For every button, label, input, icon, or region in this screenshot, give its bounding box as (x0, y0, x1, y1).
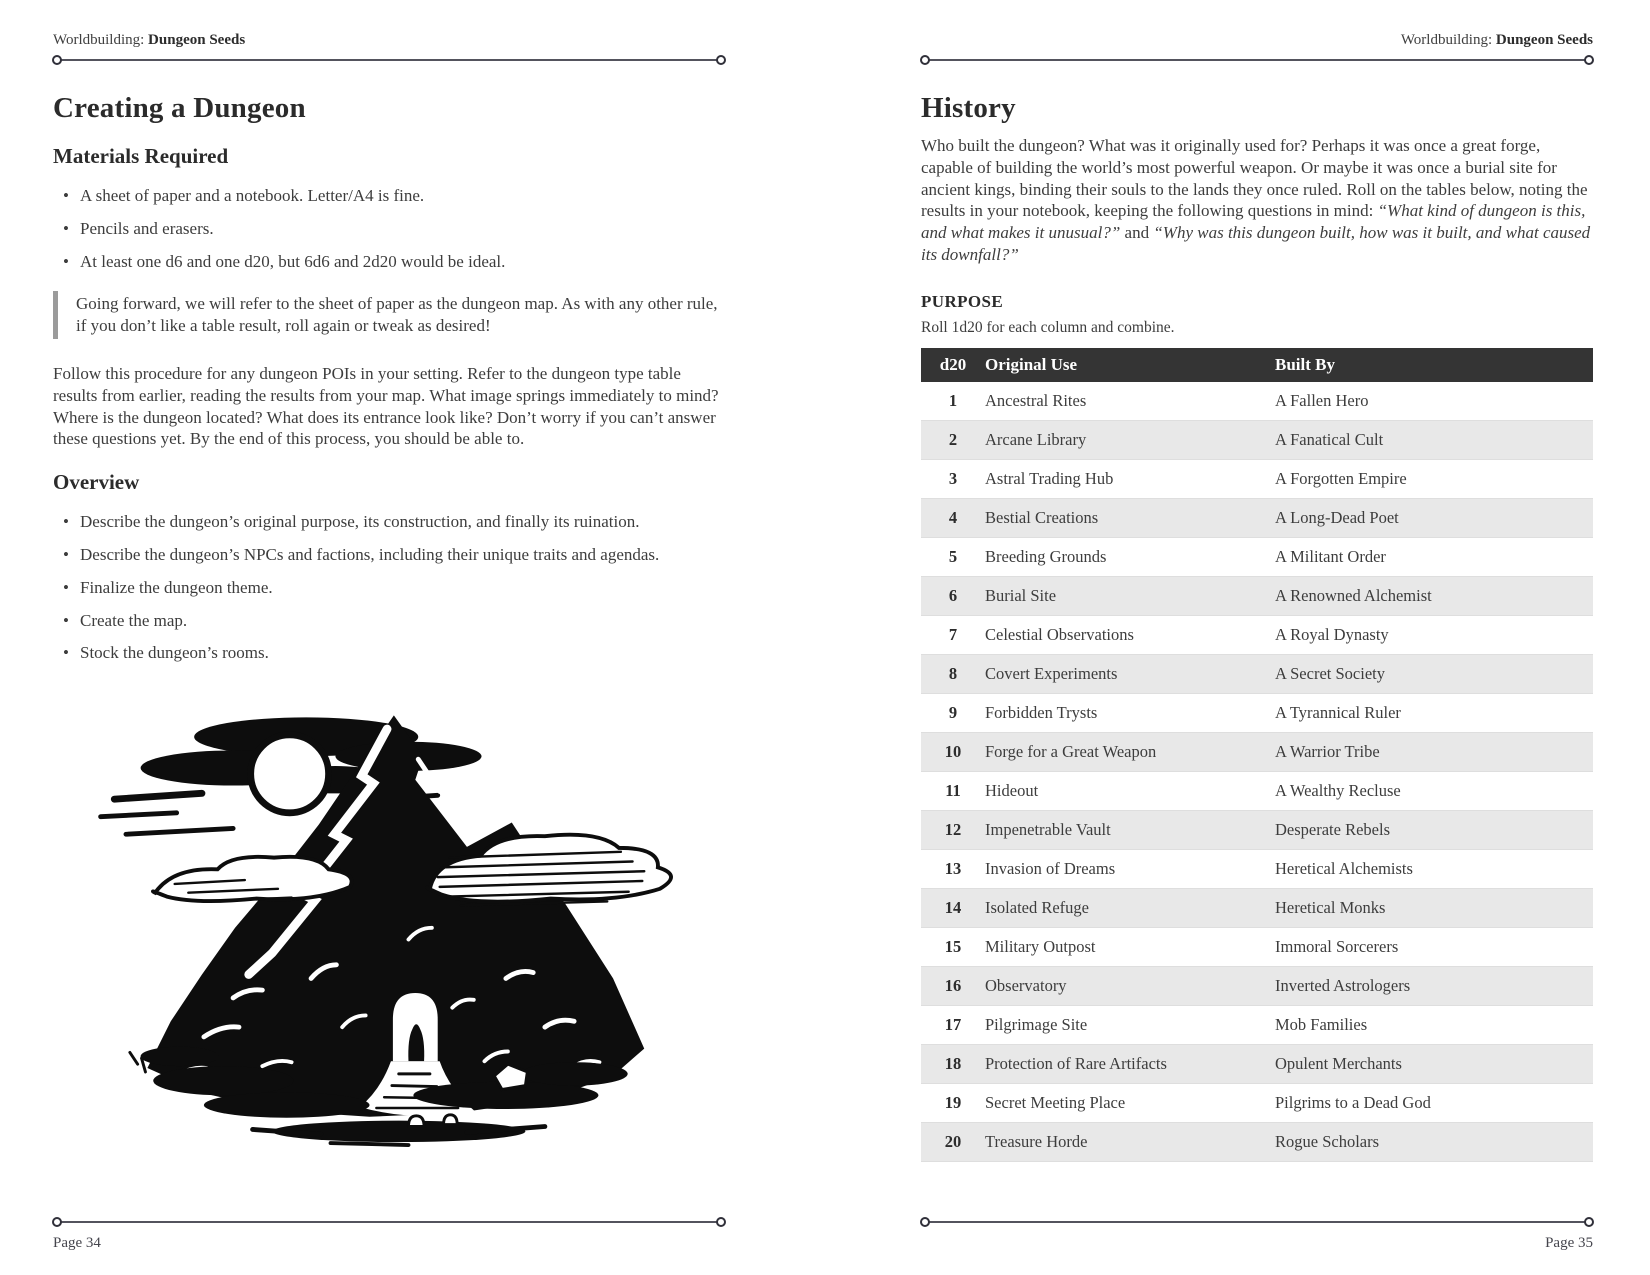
roll-cell: 5 (921, 537, 985, 576)
original-use-cell: Military Outpost (985, 927, 1275, 966)
list-item: • Stock the dungeon’s rooms. (53, 642, 725, 664)
page-footer-left (53, 1212, 725, 1252)
roll-cell: 2 (921, 420, 985, 459)
purpose-table-body (921, 382, 1593, 1162)
built-by-cell: A Royal Dynasty (1275, 615, 1593, 654)
rule-end-ring-icon (1584, 55, 1594, 65)
table-row (921, 498, 1593, 537)
history-conjunction: and (1120, 223, 1154, 243)
column-header-original-use: Original Use (985, 348, 1275, 382)
roll-cell: 4 (921, 498, 985, 537)
footer-rule (926, 1221, 1588, 1223)
roll-cell: 10 (921, 732, 985, 771)
footer-rule (58, 1221, 720, 1223)
original-use-cell: Forge for a Great Weapon (985, 732, 1275, 771)
page-number: Page 35 (1545, 1235, 1593, 1251)
page-left (53, 30, 725, 1275)
running-header-left (53, 30, 725, 50)
running-header-book-title: Dungeon Seeds (148, 32, 246, 48)
original-use-cell: Burial Site (985, 576, 1275, 615)
history-paragraph (921, 135, 1593, 266)
history-lead: Who built the dungeon? What was it originally used for? Perhaps it was once a great forge, capable of building the world’s most powerful weapon. Or maybe it was once a burial site for ancient kings, binding their souls to the lands they once ruled. Roll on the tables below, noting the results in your notebook, keeping the following questions in mind: (921, 136, 1588, 221)
original-use-cell: Protection of Rare Artifacts (985, 1044, 1275, 1083)
materials-list (53, 185, 725, 272)
list-item: • Describe the dungeon’s original purpose, its construction, and finally its ruination. (53, 511, 725, 533)
built-by-cell: Heretical Alchemists (1275, 849, 1593, 888)
purpose-heading: PURPOSE (921, 291, 1004, 311)
page-right (921, 30, 1593, 1275)
table-row (921, 1044, 1593, 1083)
built-by-cell: A Renowned Alchemist (1275, 576, 1593, 615)
rule-end-ring-icon (52, 55, 62, 65)
table-row (921, 927, 1593, 966)
built-by-cell: A Wealthy Recluse (1275, 771, 1593, 810)
callout-text: Going forward, we will refer to the sheet of paper as the dungeon map. As with any other rule, if you don’t like a table result, roll again or tweak as desired! (76, 294, 718, 336)
original-use-cell: Secret Meeting Place (985, 1083, 1275, 1122)
original-use-cell: Ancestral Rites (985, 382, 1275, 421)
page-number: Page 34 (53, 1235, 101, 1251)
table-row (921, 1122, 1593, 1161)
roll-cell: 14 (921, 888, 985, 927)
original-use-cell: Isolated Refuge (985, 888, 1275, 927)
built-by-cell: Opulent Merchants (1275, 1044, 1593, 1083)
table-row (921, 966, 1593, 1005)
roll-cell: 13 (921, 849, 985, 888)
roll-cell: 15 (921, 927, 985, 966)
list-item: • A sheet of paper and a notebook. Letter/A4 is fine. (53, 185, 725, 207)
list-item: • Create the map. (53, 610, 725, 632)
overview-list (53, 511, 725, 664)
list-item: • Describe the dungeon’s NPCs and factions, including their unique traits and agendas. (53, 544, 725, 566)
rule-end-ring-icon (716, 1217, 726, 1227)
table-row (921, 654, 1593, 693)
roll-cell: 12 (921, 810, 985, 849)
table-row (921, 1005, 1593, 1044)
history-question-1: “What kind of dungeon is this, and what makes it unusual?” (921, 201, 1586, 243)
built-by-cell: A Warrior Tribe (1275, 732, 1593, 771)
original-use-cell: Bestial Creations (985, 498, 1275, 537)
roll-cell: 19 (921, 1083, 985, 1122)
original-use-cell: Celestial Observations (985, 615, 1275, 654)
roll-cell: 18 (921, 1044, 985, 1083)
callout-note (53, 291, 725, 339)
running-header-prefix: Worldbuilding: (53, 32, 149, 48)
roll-cell: 8 (921, 654, 985, 693)
roll-cell: 20 (921, 1122, 985, 1161)
table-row (921, 382, 1593, 421)
rule-end-ring-icon (716, 55, 726, 65)
original-use-cell: Invasion of Dreams (985, 849, 1275, 888)
table-row (921, 1083, 1593, 1122)
table-row (921, 732, 1593, 771)
original-use-cell: Forbidden Trysts (985, 693, 1275, 732)
built-by-cell: Heretical Monks (1275, 888, 1593, 927)
built-by-cell: Desperate Rebels (1275, 810, 1593, 849)
table-row (921, 810, 1593, 849)
original-use-cell: Observatory (985, 966, 1275, 1005)
history-question-2: “Why was this dungeon built, how was it built, and what caused its downfall?” (921, 223, 1591, 264)
roll-cell: 7 (921, 615, 985, 654)
table-row (921, 576, 1593, 615)
original-use-cell: Breeding Grounds (985, 537, 1275, 576)
table-row (921, 693, 1593, 732)
built-by-cell: A Militant Order (1275, 537, 1593, 576)
rule-end-ring-icon (920, 55, 930, 65)
procedure-paragraph: Follow this procedure for any dungeon POIs in your setting. Refer to the dungeon type table results from earlier, reading the results from your map. What image springs immediately to mind? Where is the dungeon located? What does its entrance look like? Don’t worry if you can’t answer these questions yet. By the end of this process, you should be able to. (53, 363, 719, 449)
built-by-cell: Inverted Astrologers (1275, 966, 1593, 1005)
header-rule (926, 59, 1588, 61)
illustration-container (53, 686, 725, 1157)
built-by-cell: A Secret Society (1275, 654, 1593, 693)
table-row (921, 537, 1593, 576)
roll-cell: 17 (921, 1005, 985, 1044)
built-by-cell: Pilgrims to a Dead God (1275, 1083, 1593, 1122)
running-header-prefix: Worldbuilding: (1400, 32, 1496, 48)
built-by-cell: A Fallen Hero (1275, 382, 1593, 421)
header-rule (58, 59, 720, 61)
section-heading-overview: Overview (53, 470, 140, 495)
built-by-cell: A Long-Dead Poet (1275, 498, 1593, 537)
table-row (921, 888, 1593, 927)
column-header-built-by: Built By (1275, 348, 1593, 382)
list-item: • At least one d6 and one d20, but 6d6 and 2d20 would be ideal. (53, 251, 725, 273)
roll-cell: 1 (921, 382, 985, 421)
table-row (921, 420, 1593, 459)
rule-end-ring-icon (1584, 1217, 1594, 1227)
roll-cell: 3 (921, 459, 985, 498)
built-by-cell: A Tyrannical Ruler (1275, 693, 1593, 732)
dungeon-entrance-illustration (87, 686, 691, 1152)
list-item: • Finalize the dungeon theme. (53, 577, 725, 599)
table-header-row (921, 348, 1593, 382)
table-row (921, 771, 1593, 810)
roll-cell: 11 (921, 771, 985, 810)
original-use-cell: Impenetrable Vault (985, 810, 1275, 849)
built-by-cell: Immoral Sorcerers (1275, 927, 1593, 966)
table-row (921, 459, 1593, 498)
table-row (921, 849, 1593, 888)
table-row (921, 615, 1593, 654)
rule-end-ring-icon (52, 1217, 62, 1227)
original-use-cell: Covert Experiments (985, 654, 1275, 693)
built-by-cell: Mob Families (1275, 1005, 1593, 1044)
built-by-cell: A Forgotten Empire (1275, 459, 1593, 498)
original-use-cell: Arcane Library (985, 420, 1275, 459)
running-header-right (921, 30, 1593, 50)
original-use-cell: Pilgrimage Site (985, 1005, 1275, 1044)
rule-end-ring-icon (920, 1217, 930, 1227)
built-by-cell: A Fanatical Cult (1275, 420, 1593, 459)
column-header-d20: d20 (921, 348, 985, 382)
purpose-table (921, 348, 1593, 1162)
page-title: Creating a Dungeon (53, 92, 306, 124)
roll-cell: 16 (921, 966, 985, 1005)
section-heading-materials: Materials Required (53, 144, 229, 168)
page-title: History (921, 92, 1016, 124)
purpose-instruction: Roll 1d20 for each column and combine. (921, 318, 1175, 336)
original-use-cell: Hideout (985, 771, 1275, 810)
running-header-book-title: Dungeon Seeds (1495, 32, 1593, 48)
built-by-cell: Rogue Scholars (1275, 1122, 1593, 1161)
roll-cell: 6 (921, 576, 985, 615)
original-use-cell: Astral Trading Hub (985, 459, 1275, 498)
list-item: • Pencils and erasers. (53, 218, 725, 240)
page-footer-right (921, 1212, 1593, 1252)
original-use-cell: Treasure Horde (985, 1122, 1275, 1161)
roll-cell: 9 (921, 693, 985, 732)
